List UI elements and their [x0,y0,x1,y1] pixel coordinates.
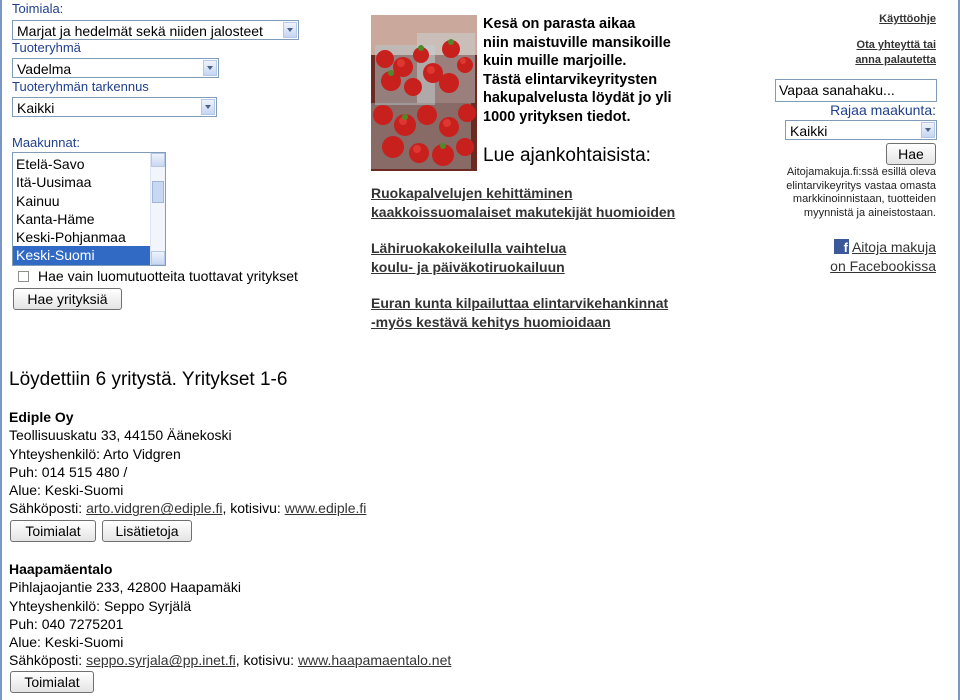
region-option[interactable]: Kainuu [16,192,60,209]
company-email-line [9,651,451,669]
scroll-up-icon[interactable] [151,153,165,167]
facebook-icon: f [834,239,849,254]
chevron-down-icon[interactable] [201,99,215,115]
company-email-line [9,499,366,517]
maakunnat-listbox[interactable] [12,152,166,266]
region-filter-select[interactable] [785,120,937,140]
scroll-down-icon[interactable] [151,251,165,265]
chevron-down-icon[interactable] [283,22,297,38]
company-phone: Puh: 014 515 480 / [9,463,128,480]
region-option[interactable]: Etelä-Savo [16,156,85,172]
free-text-search-input[interactable]: Vapaa sanahaku... [775,79,937,102]
company-name: Ediple Oy [9,409,74,425]
company-phone: Puh: 040 7275201 [9,615,124,632]
company-entry [9,560,451,670]
promo-line: hakupalvelusta löydät jo yli [483,90,672,107]
organic-only-label: Hae vain luomutuotteita tuottavat yritykset [38,268,298,284]
sidebar-search-button[interactable]: Hae [886,143,936,165]
region-filter-value: Kaikki [790,123,828,139]
company-contact: Yhteyshenkilö: Arto Vidgren [9,445,181,462]
facebook-link-line2: on Facebookissa [830,258,936,274]
help-link[interactable]: Käyttöohje [879,13,936,25]
lisatietoja-button[interactable]: Lisätietoja [102,520,192,542]
promo-text [483,15,723,127]
news-link[interactable]: Ruokapalvelujen kehittäminen kaakkoissuomalaiset makutekijät huomioiden [371,185,676,220]
company-entry [9,408,366,518]
tarkennus-label: Tuoteryhmän tarkennus [12,79,149,94]
homepage-link[interactable]: www.haapamaentalo.net [297,652,452,669]
facebook-link-line1: Aitoja makuja [851,239,936,255]
toimiala-select[interactable] [12,20,299,40]
contact-link[interactable]: Ota yhteyttä tai anna palautetta [855,39,936,66]
results-heading: Löydettiin 6 yritystä. Yritykset 1-6 [9,369,288,390]
email-label: Sähköposti: [9,652,87,669]
tarkennus-select[interactable] [12,97,217,117]
tuoteryhma-select-value: Vadelma [17,61,72,77]
company-region: Alue: Keski-Suomi [9,634,124,651]
promo-line: Tästä elintarvikeyritysten [483,71,658,88]
region-option[interactable]: Itä-Uusimaa [16,174,92,191]
chevron-down-icon[interactable] [203,60,217,76]
company-name: Haapamäentalo [9,561,113,577]
scrollbar-thumb[interactable] [152,181,164,203]
chevron-down-icon[interactable] [921,122,935,138]
disclaimer-note: Aitojamakuja.fi:ssä esillä oleva elintarvikeyritys vastaa omasta markkinoinnistaan, tuotteiden myynnistä ja aineistostaan. [786,166,936,219]
facebook-link[interactable] [830,238,936,276]
toimiala-label: Toimiala: [12,1,64,16]
company-region: Alue: Keski-Suomi [9,482,124,499]
search-companies-button[interactable]: Hae yrityksiä [13,288,122,310]
promo-line: niin maistuville mansikoille [483,34,671,51]
toimialat-button[interactable]: Toimialat [10,520,96,542]
company-contact: Yhteyshenkilö: Seppo Syrjälä [9,597,192,614]
email-link[interactable]: seppo.syrjala@pp.inet.fi [86,652,236,669]
homepage-label: , kotisivu: [235,652,298,669]
maakunnat-label: Maakunnat: [12,135,80,150]
promo-line: Kesä on parasta aikaa [483,16,636,32]
email-link[interactable]: arto.vidgren@ediple.fi [86,500,223,517]
news-heading: Lue ajankohtaisista: [483,145,651,166]
strawberries-photo [371,15,477,171]
news-link[interactable]: Euran kunta kilpailuttaa elintarvikehankinnat -myös kestävä kehitys huomioidaan [371,295,669,330]
homepage-link[interactable]: www.ediple.fi [284,500,367,517]
window-frame-left [0,0,2,700]
homepage-label: , kotisivu: [222,500,285,517]
promo-line: kuin muille marjoille. [483,53,627,70]
tuoteryhma-select[interactable] [12,58,219,78]
region-option-selected[interactable]: Keski-Suomi [13,246,151,264]
listbox-scrollbar[interactable] [150,153,165,265]
tarkennus-select-value: Kaikki [17,100,55,116]
promo-line: 1000 yrityksen tiedot. [483,108,631,125]
toimiala-select-value: Marjat ja hedelmät sekä niiden jalosteet [17,23,263,39]
organic-only-checkbox[interactable] [18,271,29,282]
toimialat-button[interactable]: Toimialat [10,671,94,693]
news-link[interactable]: Lähiruokakokeilulla vaihtelua koulu- ja päiväkotiruokailuun [371,240,567,275]
region-option[interactable]: Kanta-Häme [16,210,95,227]
region-option[interactable]: Keski-Pohjanmaa [16,229,126,246]
region-filter-label: Rajaa maakunta: [830,102,936,118]
email-label: Sähköposti: [9,500,87,517]
company-address: Pihlajaojantie 233, 42800 Haapamäki [9,579,241,596]
tuoteryhma-label: Tuoteryhmä [12,40,81,55]
company-address: Teollisuuskatu 33, 44150 Äänekoski [9,427,232,444]
